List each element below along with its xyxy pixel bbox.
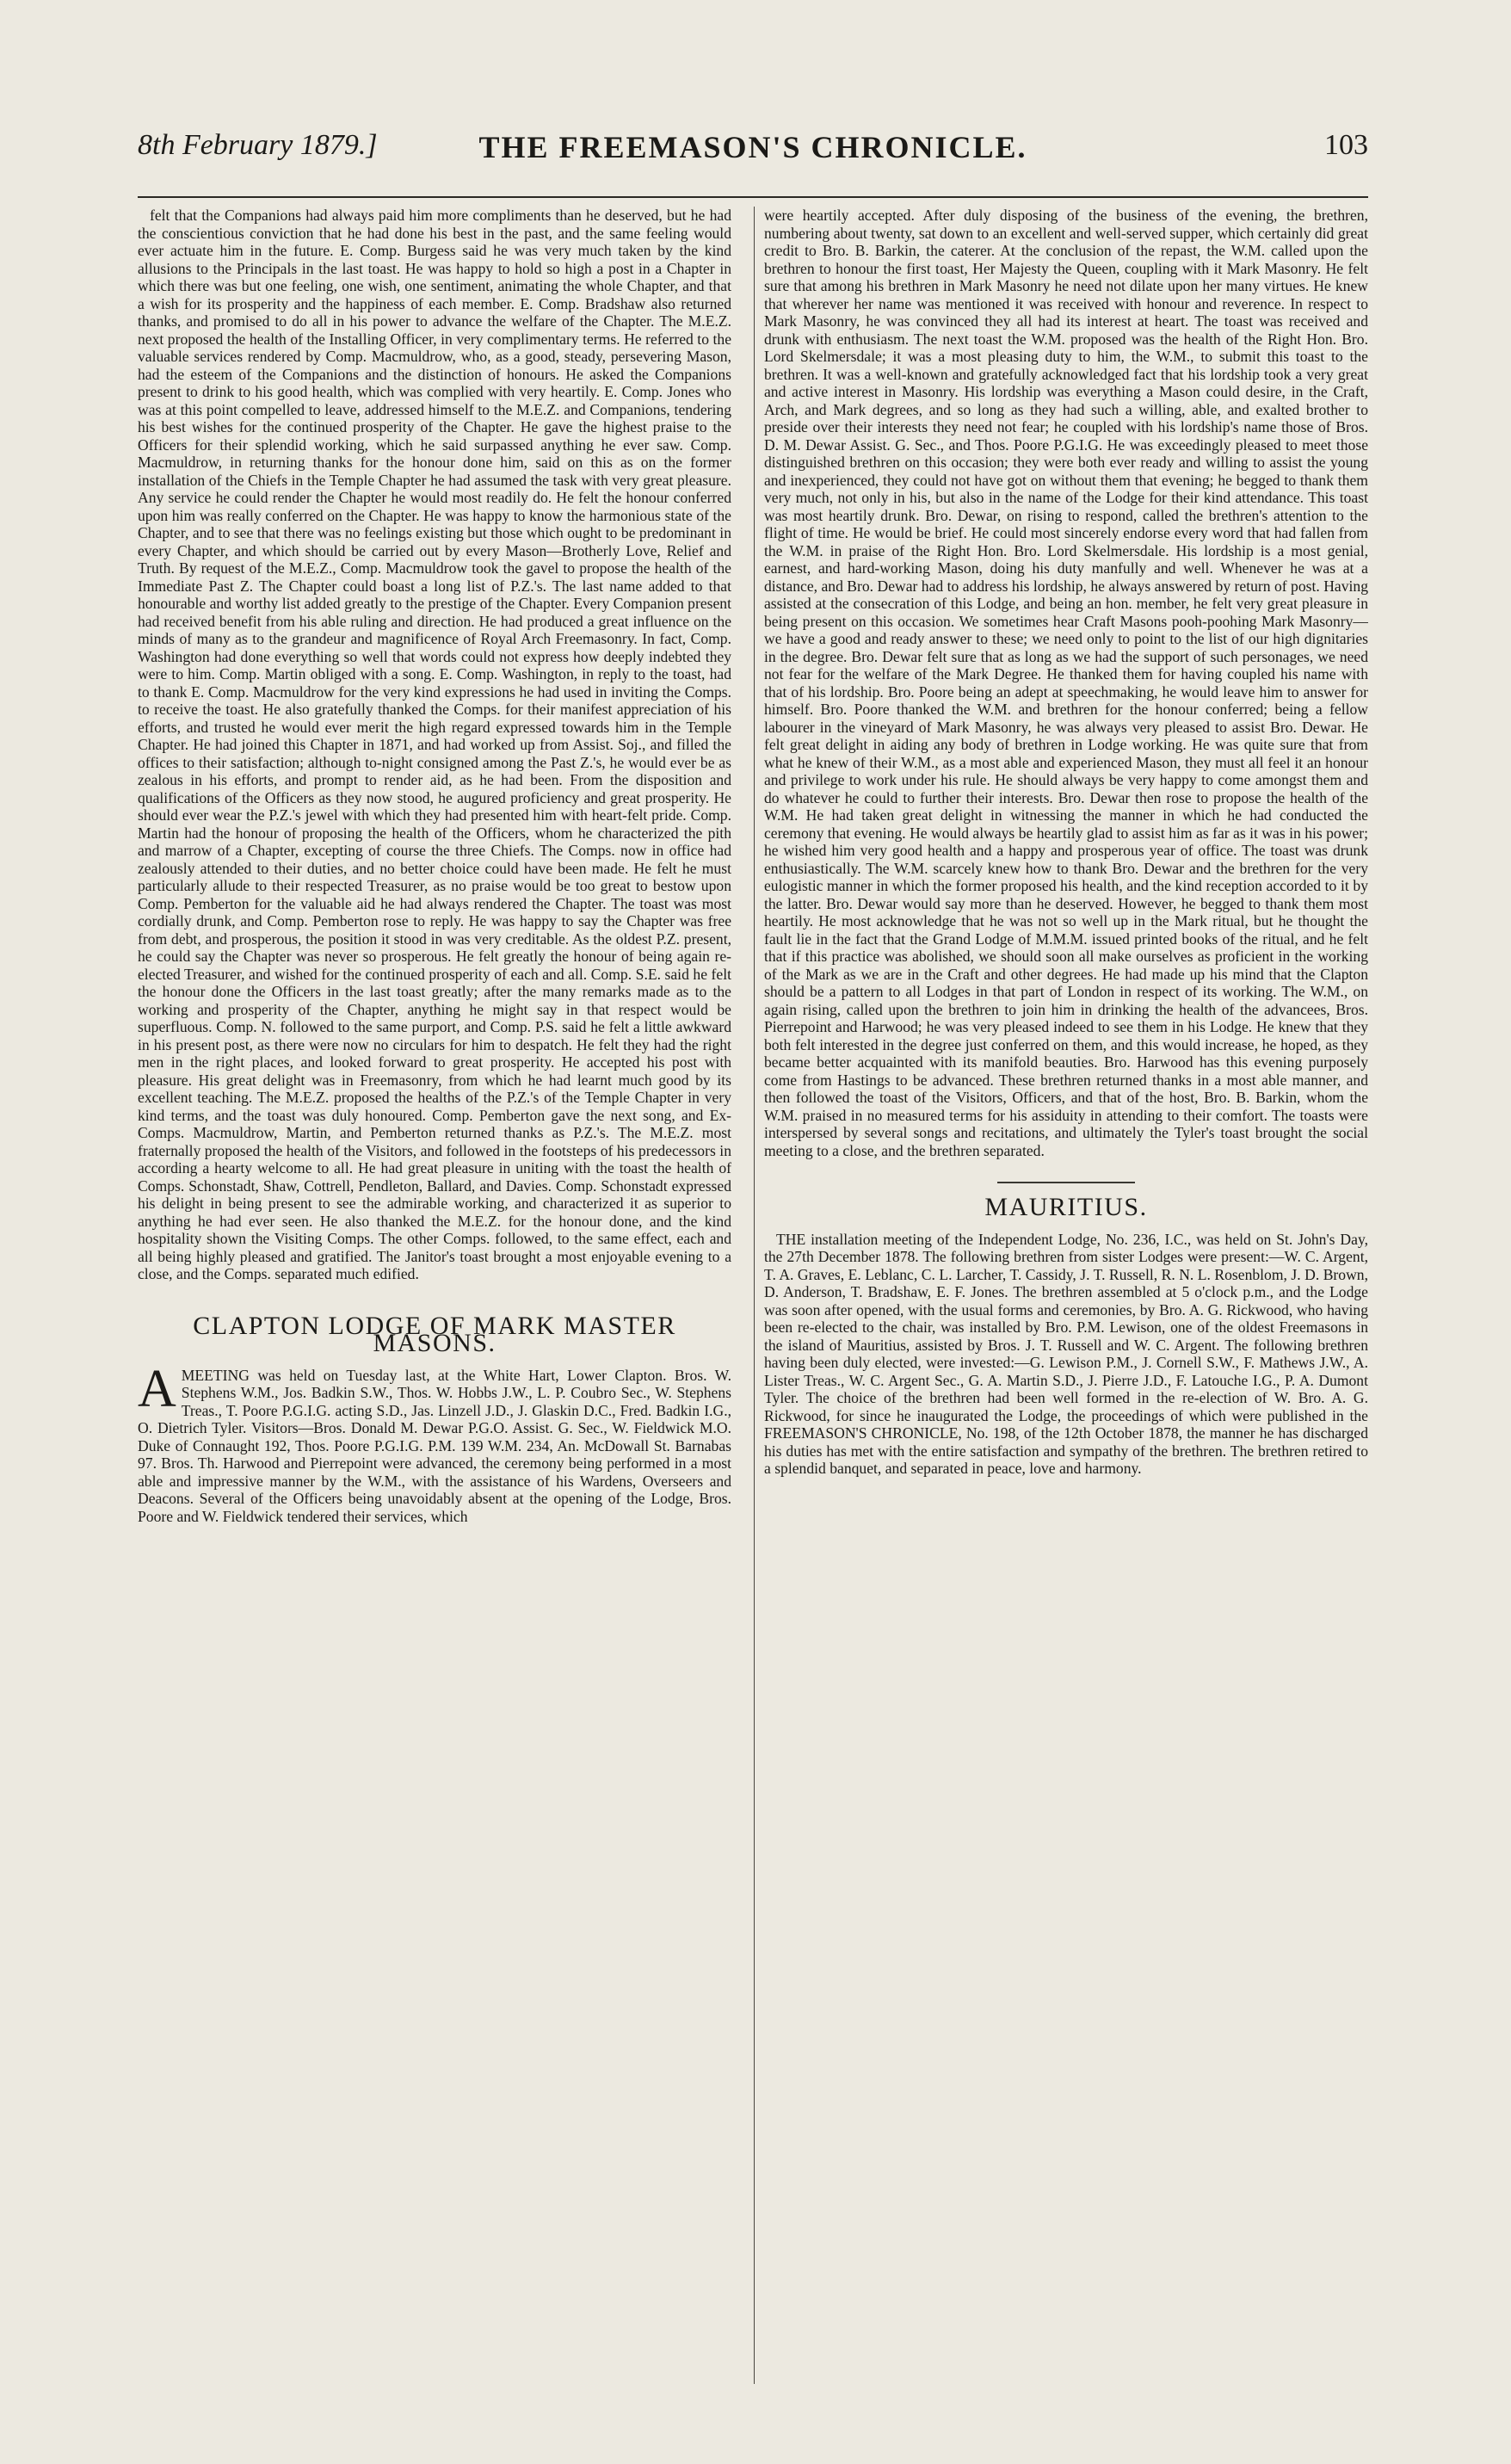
clapton-continued-paragraph: were heartily accepted. After duly disposing of the business of the evening, the brethren, numbering about twenty, sat down to an excellent and well-served supper, which certainly did great credit to Bro. B. Barkin, the caterer. At the conclusion of the repast, the W.M. called upon the brethren to honour the first toast, Her Majesty the Queen, coupling with it Mark Masonry. He felt sure that among his brethren in Mark Masonry he need not dilate upon her many virtues. He knew that wherever her name was mentioned it was received with honour and reverence. In respect to Mark Masonry, he was convinced they all had its interest at heart. The toast was received and drunk with enthusiasm. The next toast the W.M. proposed was the health of the Right Hon. Bro. Lord Skelmersdale; it was a most pleasing duty to him, the W.M., to submit this toast to the brethren. It was a well-known and gratefully acknowledged fact that his lordship took a very great and active interest in Masonry. His lordship was everything a Mason could desire, in the Craft, Arch, and Mark degrees, and so long as they had such a willing, able, and exalted brother to preside over their interests they need not fear; he coupled with his lordship's name those of Bros. D. M. Dewar Assist. G. Sec., and Thos. Poore P.G.I.G. He was exceedingly pleased to meet those distinguished brethren on this occasion; they were both ever ready and willing to assist the young and inexperienced, they could not have got on without them that evening; he begged to thank them very much, not only in his, but also in the name of the Lodge for their kind attendance. This toast was most heartily drunk. Bro. Dewar, on rising to respond, called the brethren's attention to the flight of time. He would be brief. He could most sincerely endorse every word that had fallen from the W.M. in praise of the Right Hon. Bro. Lord Skelmersdale. His lordship is a most genial, earnest, and hard-working Mason, doing his duty manfully and well. Whenever he was at a distance, and Bro. Dewar had to address his lordship, he always answered by return of post. Having assisted at the consecration of this Lodge, and being an hon. member, he felt very great pleasure in being present on this occasion. We sometimes hear Craft Masons pooh-poohing Mark Masonry—we have a good and ready answer to these; we need only to point to the list of our high dignitaries in the degree. Bro. Dewar felt sure that as long as we had the support of such personages, we need not fear for the welfare of the Mark Degree. He thanked them for having coupled his name with that of his lordship. Bro. Poore being an adept at speechmaking, he would leave him to answer for himself. Bro. Poore thanked the W.M. and brethren for the honour conferred; being a fellow labourer in the vineyard of Mark Masonry, he was always very pleased to assist Bro. Dewar. He felt great delight in aiding any body of brethren in Lodge working. He was quite sure that from what he knew of their W.M., as a most able and experienced Mason, they must all feel it an honour and privilege to work under his rule. He should always be very happy to come amongst them and do whatever he could to further their interests. Bro. Dewar then rose to propose the health of the W.M. He had taken great delight in witnessing the manner in which he had conducted the ceremony that evening. He would always be heartily glad to assist him as far as it was in his power; he wished him very good health and a happy and prosperous year of office. The toast was drunk enthusiastically. The W.M. scarcely knew how to thank Bro. Dewar and the brethren for the very eulogistic manner in which the former proposed his health, and the kind reception accorded to it by the latter. Bro. Dewar would say more than he deserved. However, he begged to thank them most heartily. He most acknowledge that he was not so well up in the Mark ritual, but he thought the fault lie in the fact that the Grand Lodge of M.M.M. issued printed books of the ritual, and he felt that if this practice was abolished, we should soon all make ourselves as proficient in the working of the Mark as we are in the Craft and other degrees. He had made up his mind that the Clapton should be a pattern to all Lodges in that part of London in respect of its working. The W.M., on again rising, called upon the brethren to join him in drinking the health of the advancees, Bros. Pierrepoint and Harwood; he was very pleased indeed to see them in his Lodge. He knew that they both felt interested in the degree just conferred on them, and this would increase, he hoped, as they became better acquainted with its manifold beauties. Bro. Harwood has this evening purposely come from Hastings to be advanced. These brethren returned thanks in a most able manner, and then followed the toast of the Visitors, Officers, and that of the host, Bro. B. Barkin, whom the W.M. praised in no measured terms for his assiduity in attending to their comfort. The toasts were interspersed by several songs and recitations, and ultimately the Tyler's toast brought the social meeting to a close, and the brethren separated. [764,207,1368,1159]
mauritius-heading: MAURITIUS. [984,1193,1148,1221]
column-divider [754,207,755,2384]
right-column [764,207,1368,2401]
mauritius-paragraph: THE installation meeting of the Independent Lodge, No. 236, I.C., was held on St. John's Day, the 27th December 1878. The following brethren from sister Lodges were present:—W. C. Argent, T. A. Graves, E. Leblanc, C. L. Larcher, T. Cassidy, J. T. Russell, R. N. L. Rosenblom, J. D. Brown, D. Anderson, T. Bradshaw, E. F. Jones. The brethren assembled at 5 o'clock p.m., and the Lodge was soon after opened, with the usual forms and ceremonies, by Bro. A. G. Rickwood, who having been re-elected to the chair, was installed by Bro. P.M. Lewison, one of the oldest Freemasons in the island of Mauritius, assisted by Bros. J. T. Russell and W. C. Argent. The following brethren having been duly elected, were invested:—G. Lewison P.M., J. Cornell S.W., F. Mathews J.W., A. Lister Treas., W. C. Argent Sec., G. A. Martin S.D., J. Pierre J.D., F. Latouche I.G., P. A. Dumont Tyler. The choice of the brethren had been well formed in the re-election of W. Bro. A. G. Rickwood, for since he inaugurated the Lodge, the proceedings of which were published in the FREEMASON'S CHRONICLE, No. 198, of the 12th October 1878, the manner he has discharged his duties has met with the entire satisfaction and sympathy of the brethren. The brethren retired to a splendid banquet, and separated in peace, love and harmony. [764,1230,1368,1477]
section-rule [997,1182,1135,1183]
temple-chapter-paragraph: felt that the Companions had always paid him more compliments than he deserved, but he had the conscientious conviction that he had done his best in the past, and the same feeling would ever actuate him in the future. E. Comp. Burgess said he was very much taken by the kind allusions to the Principals in the last toast. He was happy to hold so high a post in a Chapter in which there was but one feeling, one wish, one sentiment, animating the whole Chapter, and that a wish for its prosperity and the happiness of each member. E. Comp. Bradshaw also returned thanks, and promised to do all in his power to advance the welfare of the Chapter. The M.E.Z. next proposed the health of the Installing Officer, in very complimentary terms. He referred to the valuable services rendered by Comp. Macmuldrow, who, as a good, steady, persevering Mason, had the esteem of the Companions and the distinction of honours. He asked the Companions present to drink to his good health, which was complied with very heartily. E. Comp. Jones who was at this point compelled to leave, addressed himself to the M.E.Z. and Companions, tendering his best wishes for the continued prosperity of the Chapter. He gave the highest praise to the Officers for their splendid working, which he said surpassed anything he ever saw. Comp. Macmuldrow, in returning thanks for the honour done him, said on this as on the former installation of the Chiefs in the Temple Chapter he had assumed the task with very great pleasure. Any service he could render the Chapter he would most readily do. He felt the honour conferred upon him was really conferred on the Chapter. He was happy to know the harmonious state of the Chapter, and to see that there was no feelings existing but those which ought to be predominant in every Chapter, and which should be carried out by every Mason—Brotherly Love, Relief and Truth. By request of the M.E.Z., Comp. Macmuldrow took the gavel to propose the health of the Immediate Past Z. The Chapter could boast a long list of P.Z.'s. The last name added to that honourable and worthy list added greatly to the prestige of the Chapter. Every Companion present had received benefit from his able ruling and direction. He had produced a great influence on the minds of many as to the grandeur and magnificence of Royal Arch Freemasonry. In fact, Comp. Washington had done everything so well that words could not express how deeply indebted they were to him. Comp. Martin obliged with a song. E. Comp. Washington, in reply to the toast, had to thank E. Comp. Macmuldrow for the very kind expressions he had used in inviting the Comps. to receive the toast. He also gratefully thanked the Comps. for their manifest appreciation of his efforts, and trusted he would ever merit the high regard expressed towards him in the Temple Chapter. He had joined this Chapter in 1871, and had worked up from Assist. Soj., and filled the offices to their satisfaction; although to-night consigned among the Past Z.'s, he would ever be as zealous in his efforts, and prompt to render aid, as he had been. From the disposition and qualifications of the Officers as they now stood, he augured proficiency and great prosperity. He should ever wear the P.Z.'s jewel with which they had presented him with heart-felt pride. Comp. Martin had the honour of proposing the health of the Officers, whom he characterized the pith and marrow of a Chapter, excepting of course the three Chiefs. The Comps. now in office had zealously attended to their duties, and no better choice could have been made. He felt he must particularly allude to their respected Treasurer, as no praise would be too great to bestow upon Comp. Pemberton for the valuable aid he had always rendered the Chapter. The toast was most cordially drunk, and Comp. Pemberton rose to reply. He was happy to say the Chapter was free from debt, and prosperous, the position it stood in was very creditable. As the oldest P.Z. present, he could say the Chapter was never so prosperous. He felt greatly the honour of being again re-elected Treasurer, and wished for the continued prosperity of each and all. Comp. S.E. said he felt the honour done the Officers in the last toast greatly; after the many remarks made as to the working and prosperity of the Chapter, anything he might say in that respect would be superfluous. Comp. N. followed to the same purport, and Comp. P.S. said he felt a little awkward in his present post, as there were now no circulars for him to despatch. He felt they had the right men in the right places, and looked forward to great prosperity. He accepted his post with pleasure. His great delight was in Freemasonry, from which he had learnt much good by its excellent teaching. The M.E.Z. proposed the healths of the P.Z.'s of the Temple Chapter in very kind terms, and the toast was duly honoured. Comp. Pemberton gave the next song, and Ex-Comps. Macmuldrow, Martin, and Pemberton returned thanks as P.Z.'s. The M.E.Z. most fraternally proposed the health of the Visitors, and followed in the footsteps of his predecessors in according a hearty welcome to all. He had great pleasure in uniting with the toast the health of Comps. Schonstadt, Shaw, Cottrell, Pendleton, Ballard, and Davies. Comp. Schonstadt expressed his delight in being present to see the admirable working, and characterized it as superior to anything he had ever seen. He also thanked the M.E.Z. for the honour done, and the kind hospitality shown the Visiting Comps. The other Comps. followed, to the same effect, each and all being highly pleased and gratified. The Janitor's toast brought a most enjoyable evening to a close, and the Comps. separated much edified. [138,207,731,1282]
left-column [138,207,731,2401]
clapton-heading: CLAPTON LODGE OF MARK MASTER MASONS. [193,1311,676,1357]
header-page-number: 103 [1324,129,1368,161]
drop-cap: A [138,1359,176,1418]
page-header [138,129,1368,172]
clapton-paragraph [138,1359,731,1526]
clapton-text: MEETING was held on Tuesday last, at the White Hart, Lower Clapton. Bros. W. Stephens W.M., Jos. Badkin S.W., Thos. W. Hobbs J.W., L. P. Coubro Sec., W. Stephens Treas., T. Poore P.G.I.G. acting S.D., Jas. Linzell J.D., J. Glaskin D.C., Fred. Badkin I.G., O. Dietrich Tyler. Visitors—Bros. Donald M. Dewar P.G.O. Assist. G. Sec., W. Fieldwick M.O. Duke of Connaught 192, Thos. Poore P.G.I.G. P.M. 139 W.M. 234, An. McDowall St. Barnabas 97. Bros. Th. Harwood and Pierrepoint were advanced, the ceremony being performed in a most able and impressive manner by the W.M., with the assistance of his Wardens, Overseers and Deacons. Several of the Officers being unavoidably absent at the opening of the Lodge, Bros. Poore and W. Fieldwick tendered their services, which [138,1366,731,1525]
header-date: 8th February 1879.] [138,129,378,161]
header-title: THE FREEMASON'S CHRONICLE. [478,130,1027,164]
header-rule [138,196,1368,198]
